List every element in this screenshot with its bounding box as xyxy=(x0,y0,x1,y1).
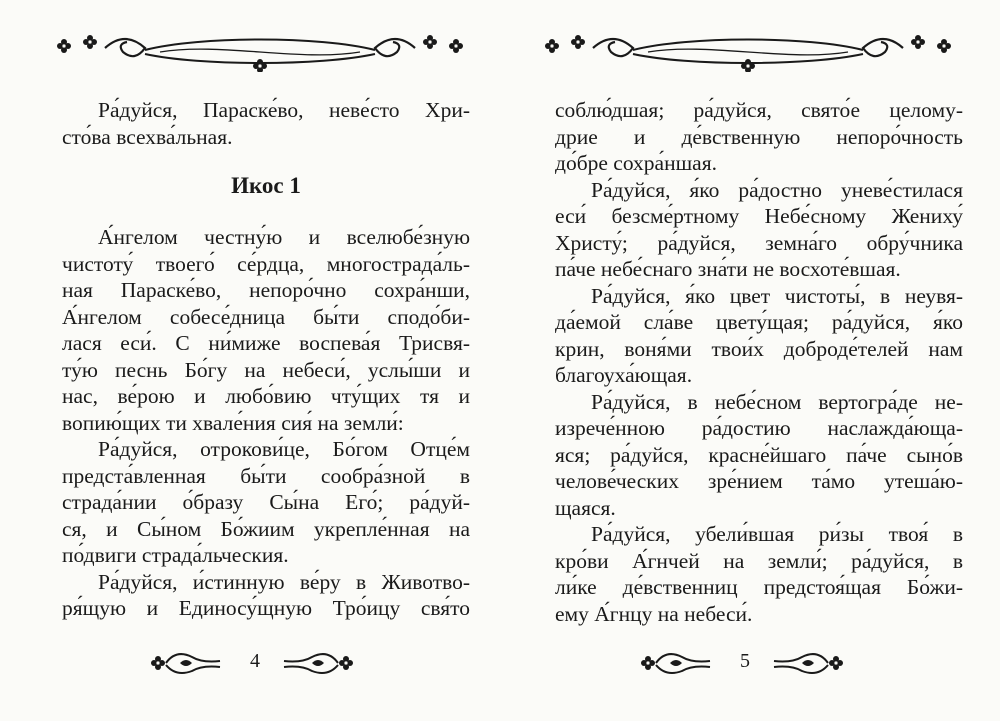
text-line: чистоту́ твоего́ се́рдца, многострада́ль- xyxy=(62,251,470,276)
text-line: Ра́дуйся, я́ко цвет чистоты́, в неувя- xyxy=(591,283,963,308)
text-line: сто́ва всехва́льная. xyxy=(62,124,233,149)
text-line: яся; ра́дуйся, красне́йшаго па́че сыно́в xyxy=(555,442,963,467)
text-line: благоуха́ющая. xyxy=(555,363,693,387)
footer-ornament-left xyxy=(640,649,716,679)
right-page xyxy=(500,0,1000,721)
text-line: лася еси́. С ни́миже воспева́я Трисвя- xyxy=(62,331,470,355)
text-line: соблю́дшая; ра́дуйся, свято́е целому- xyxy=(555,98,963,122)
text-line: А́нгелом собесе́дница бы́ти сподо́би- xyxy=(62,304,470,329)
text-line: да́емой сла́ве цвету́щая; ра́дуйся, я́ко xyxy=(555,310,963,334)
text-line: щаяся. xyxy=(555,495,616,520)
text-line: ли́ке де́вственниц предстоя́щая Бо́жи- xyxy=(555,575,963,599)
text-line: предста́вленная бы́ти сообра́зной в xyxy=(62,463,470,488)
footer-ornament-left xyxy=(150,649,226,679)
right-page-text xyxy=(555,97,963,627)
text-line: до́бре сохра́ншая. xyxy=(555,151,717,175)
text-line: по́двиги страда́льческия. xyxy=(62,543,289,567)
text-line: ту́ю песнь Бо́гу на небеси́, услы́ши и xyxy=(62,357,470,382)
top-ornament xyxy=(50,28,470,72)
text-line: ря́щую и Единосу́щную Тро́ицу свя́то xyxy=(62,596,470,620)
text-line: Ра́дуйся, убели́вшая ри́зы твоя́ в xyxy=(591,522,963,546)
text-line: Ра́дуйся, и́стинную ве́ру в Животво- xyxy=(98,569,470,594)
text-line: па́че небе́снаго зна́ти не восхоте́вшая. xyxy=(555,257,901,281)
text-line: ему А́гнцу на небеси́. xyxy=(555,601,753,626)
text-line: изрече́нною ра́достию наслажда́юща- xyxy=(555,416,963,440)
page-footer xyxy=(500,645,1000,681)
text-line: ся, и Сы́ном Бо́жиим укрепле́нная на xyxy=(62,516,470,541)
footer-ornament-right xyxy=(768,649,844,679)
text-line: крин, воня́ми твои́х доброде́телей нам xyxy=(555,336,963,361)
left-page-text xyxy=(62,97,470,622)
section-heading: Икос 1 xyxy=(231,173,301,198)
page-number: 4 xyxy=(250,650,260,672)
text-line: дрие и де́вственную непоро́чность xyxy=(555,124,963,149)
text-line: страда́нии о́бразу Сы́на Его́; ра́дуй- xyxy=(62,490,470,514)
text-line: еси́ безсме́ртному Небе́сному Жениху́ xyxy=(555,204,963,228)
text-line: нас, ве́рою и любо́вию чту́щих тя и xyxy=(62,384,470,408)
text-line: А́нгелом честну́ю и вселюбе́зную xyxy=(98,225,470,249)
text-line: Ра́дуйся, Параске́во, неве́сто Хри- xyxy=(98,98,470,122)
text-line: Ра́дуйся, я́ко ра́достно уневе́стилася xyxy=(591,177,963,202)
text-line: Ра́дуйся, отрокови́це, Бо́гом Отце́м xyxy=(98,437,470,461)
page-number: 5 xyxy=(740,650,750,672)
footer-ornament-right xyxy=(278,649,354,679)
text-line: Ра́дуйся, в небе́сном вертогра́де не- xyxy=(591,389,963,414)
text-line: вопию́щих ти хвале́ния сия́ на земли́: xyxy=(62,410,404,435)
top-ornament xyxy=(538,28,958,72)
text-line: ная Параске́во, непоро́чно сохра́нши, xyxy=(62,278,470,302)
text-line: челове́ческих зре́нием та́мо утеша́ю- xyxy=(555,469,963,493)
text-line: кро́ви А́гнчей на земли́; ра́дуйся, в xyxy=(555,548,963,573)
page-footer xyxy=(0,645,500,681)
text-line: Христу́; ра́дуйся, земна́го обру́чника xyxy=(555,230,963,255)
